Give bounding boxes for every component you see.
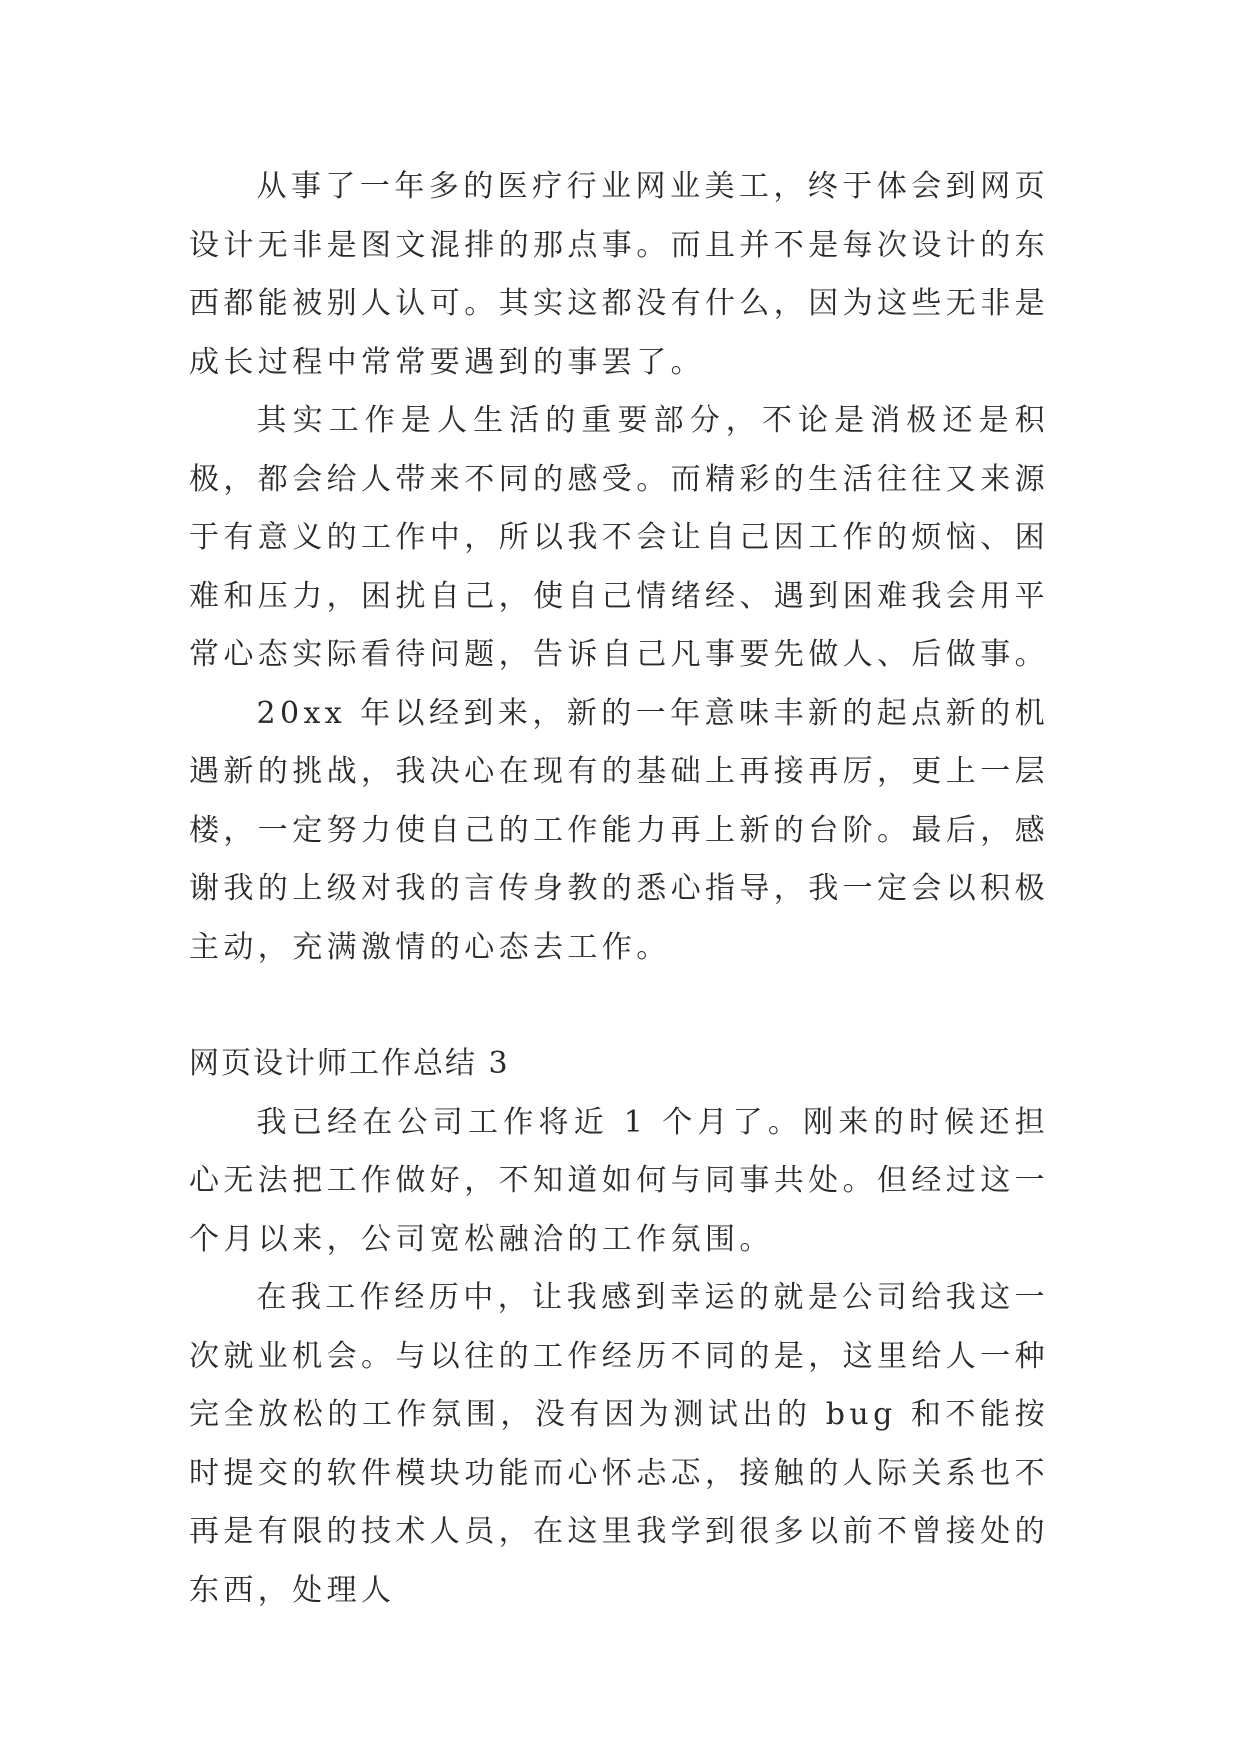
section-heading: 网页设计师工作总结 3 <box>189 1046 510 1081</box>
paragraph: 其实工作是人生活的重要部分，不论是消极还是积极，都会给人带来不同的感受。而精彩的生活往往又来源于有意义的工作中，所以我不会让自己因工作的烦恼、困难和压力，困扰自己，使自己情绪经、遇到困难我会用平常心态实际看待问题，告诉自己凡事要先做人、后做事。 <box>189 403 1049 672</box>
paragraph: 在我工作经历中，让我感到幸运的就是公司给我这一次就业机会。与以往的工作经历不同的是，这里给人一种完全放松的工作氛围，没有因为测试出的 bug 和不能按时提交的软件模块功能而心怀忐忑，接触的人际关系也不再是有限的技术人员，在这里我学到很多以前不曾接处的东西，处理人 <box>189 1280 1049 1608</box>
document-body <box>189 158 1049 1620</box>
paragraph: 20xx 年以经到来，新的一年意味丰新的起点新的机遇新的挑战，我决心在现有的基础上再接再厉，更上一层楼，一定努力使自己的工作能力再上新的台阶。最后，感谢我的上级对我的言传身教的悉心指导，我一定会以积极主动，充满激情的心态去工作。 <box>189 695 1049 965</box>
paragraph: 从事了一年多的医疗行业网业美工，终于体会到网页设计无非是图文混排的那点事。而且并不是每次设计的东西都能被别人认可。其实这都没有什么，因为这些无非是成长过程中常常要遇到的事罢了。 <box>189 169 1049 380</box>
paragraph: 我已经在公司工作将近 1 个月了。刚来的时候还担心无法把工作做好，不知道如何与同事共处。但经过这一个月以来，公司宽松融洽的工作氛围。 <box>189 1104 1049 1257</box>
